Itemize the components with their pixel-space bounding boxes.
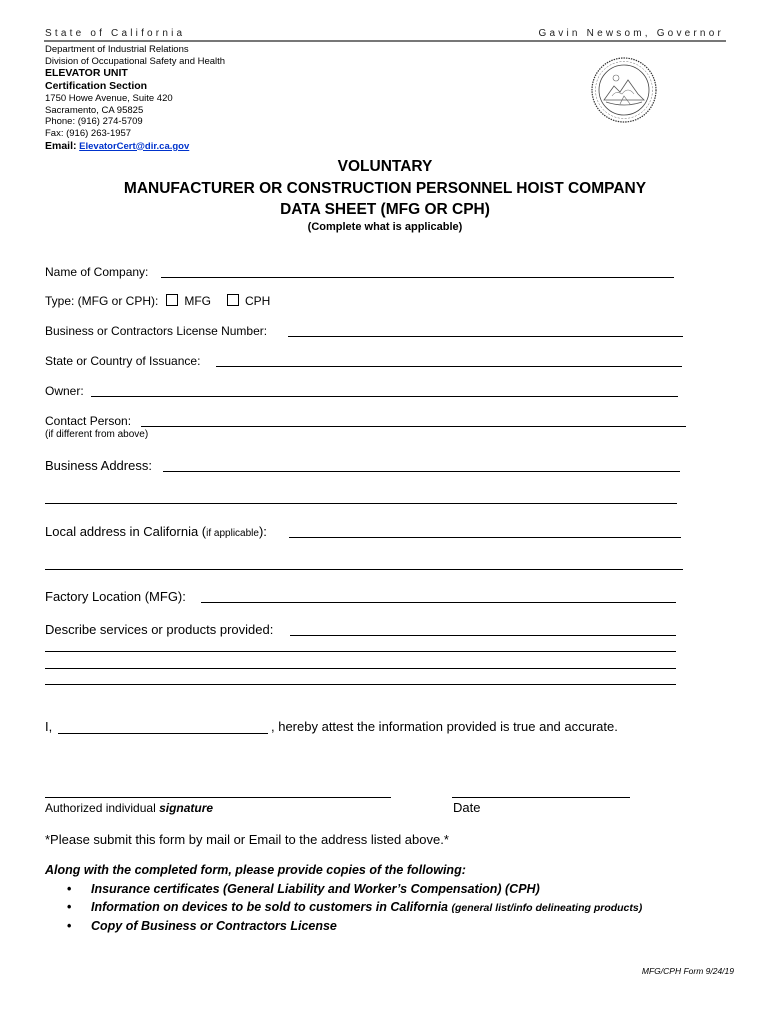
business-address-label: Business Address: (45, 458, 152, 473)
signature-input[interactable] (45, 797, 391, 798)
section: Certification Section (45, 80, 148, 93)
requirements-list (45, 880, 642, 935)
title-line-1: VOLUNTARY (337, 158, 433, 175)
header-rule (44, 40, 726, 42)
title-line-3: DATA SHEET (MFG OR CPH) (280, 201, 490, 218)
contact-label: Contact Person: (45, 414, 132, 428)
attest-statement: , hereby attest the information provided is true and accurate. (271, 719, 618, 734)
email-link[interactable]: ElevatorCert@dir.ca.gov (79, 140, 190, 152)
state-header: State of California (45, 28, 186, 39)
requirement-item-2-note: (general list/info delineating products) (451, 902, 643, 914)
contact-input[interactable] (141, 426, 686, 427)
services-input-3[interactable] (45, 668, 676, 669)
business-address-input-2[interactable] (45, 503, 677, 504)
title-subtitle: (Complete what is applicable) (307, 221, 463, 233)
factory-input[interactable] (201, 602, 676, 603)
requirement-item-2: • Information on devices to be sold to customers in California (general list/info delineating products) (45, 898, 642, 917)
mfg-label: MFG (184, 294, 212, 308)
factory-label: Factory Location (MFG): (45, 589, 186, 604)
signature-label: Authorized individual signature (45, 801, 214, 815)
state-seal-icon (590, 56, 658, 124)
title-line-2: MANUFACTURER OR CONSTRUCTION PERSONNEL HOIST COMPANY (123, 180, 647, 197)
local-address-label: Local address in California (if applicable): (45, 524, 267, 539)
issuance-input[interactable] (216, 366, 682, 367)
division: Division of Occupational Safety and Health (45, 55, 226, 67)
submit-note: *Please submit this form by mail or Email to the address listed above.* (45, 832, 449, 847)
agency-address-block (45, 44, 225, 153)
mfg-checkbox[interactable] (166, 294, 178, 306)
cph-label: CPH (245, 294, 271, 308)
city: Sacramento, CA 95825 (45, 104, 144, 116)
license-input[interactable] (288, 336, 683, 337)
local-address-input-2[interactable] (45, 569, 683, 570)
department: Department of Industrial Relations (45, 44, 189, 55)
date-input[interactable] (452, 797, 630, 798)
local-address-note: if applicable (206, 528, 259, 539)
date-label: Date (453, 800, 481, 815)
services-input-4[interactable] (45, 684, 676, 685)
owner-label: Owner: (45, 384, 84, 398)
street: 1750 Howe Avenue, Suite 420 (45, 93, 173, 105)
attest-prefix: I, (45, 719, 53, 734)
services-input-1[interactable] (290, 635, 676, 636)
local-address-input-1[interactable] (289, 537, 681, 538)
phone: Phone: (916) 274-5709 (45, 116, 143, 128)
company-label: Name of Company: (45, 265, 149, 279)
governor-header: Gavin Newsom, Governor (538, 28, 724, 39)
requirement-item-1: • Insurance certificates (General Liability and Worker’s Compensation) (CPH) (45, 880, 642, 898)
type-row (45, 294, 270, 308)
type-label: Type: (MFG or CPH): (45, 294, 159, 308)
business-address-input-1[interactable] (163, 471, 680, 472)
company-input[interactable] (161, 277, 674, 278)
form-version: MFG/CPH Form 9/24/19 (641, 966, 734, 976)
owner-input[interactable] (91, 396, 678, 397)
contact-note: (if different from above) (45, 429, 149, 440)
services-label: Describe services or products provided: (45, 622, 274, 637)
services-input-2[interactable] (45, 651, 676, 652)
fax: Fax: (916) 263-1957 (45, 127, 132, 139)
requirement-item-3: • Copy of Business or Contractors License (45, 917, 642, 935)
unit: ELEVATOR UNIT (45, 67, 128, 80)
cph-checkbox[interactable] (227, 294, 239, 306)
attest-name-input[interactable] (58, 733, 268, 734)
license-label: Business or Contractors License Number: (45, 324, 268, 338)
requirements-intro: Along with the completed form, please provide copies of the following: (45, 863, 466, 877)
email-label: Email: (45, 139, 77, 152)
issuance-label: State or Country of Issuance: (45, 354, 201, 368)
